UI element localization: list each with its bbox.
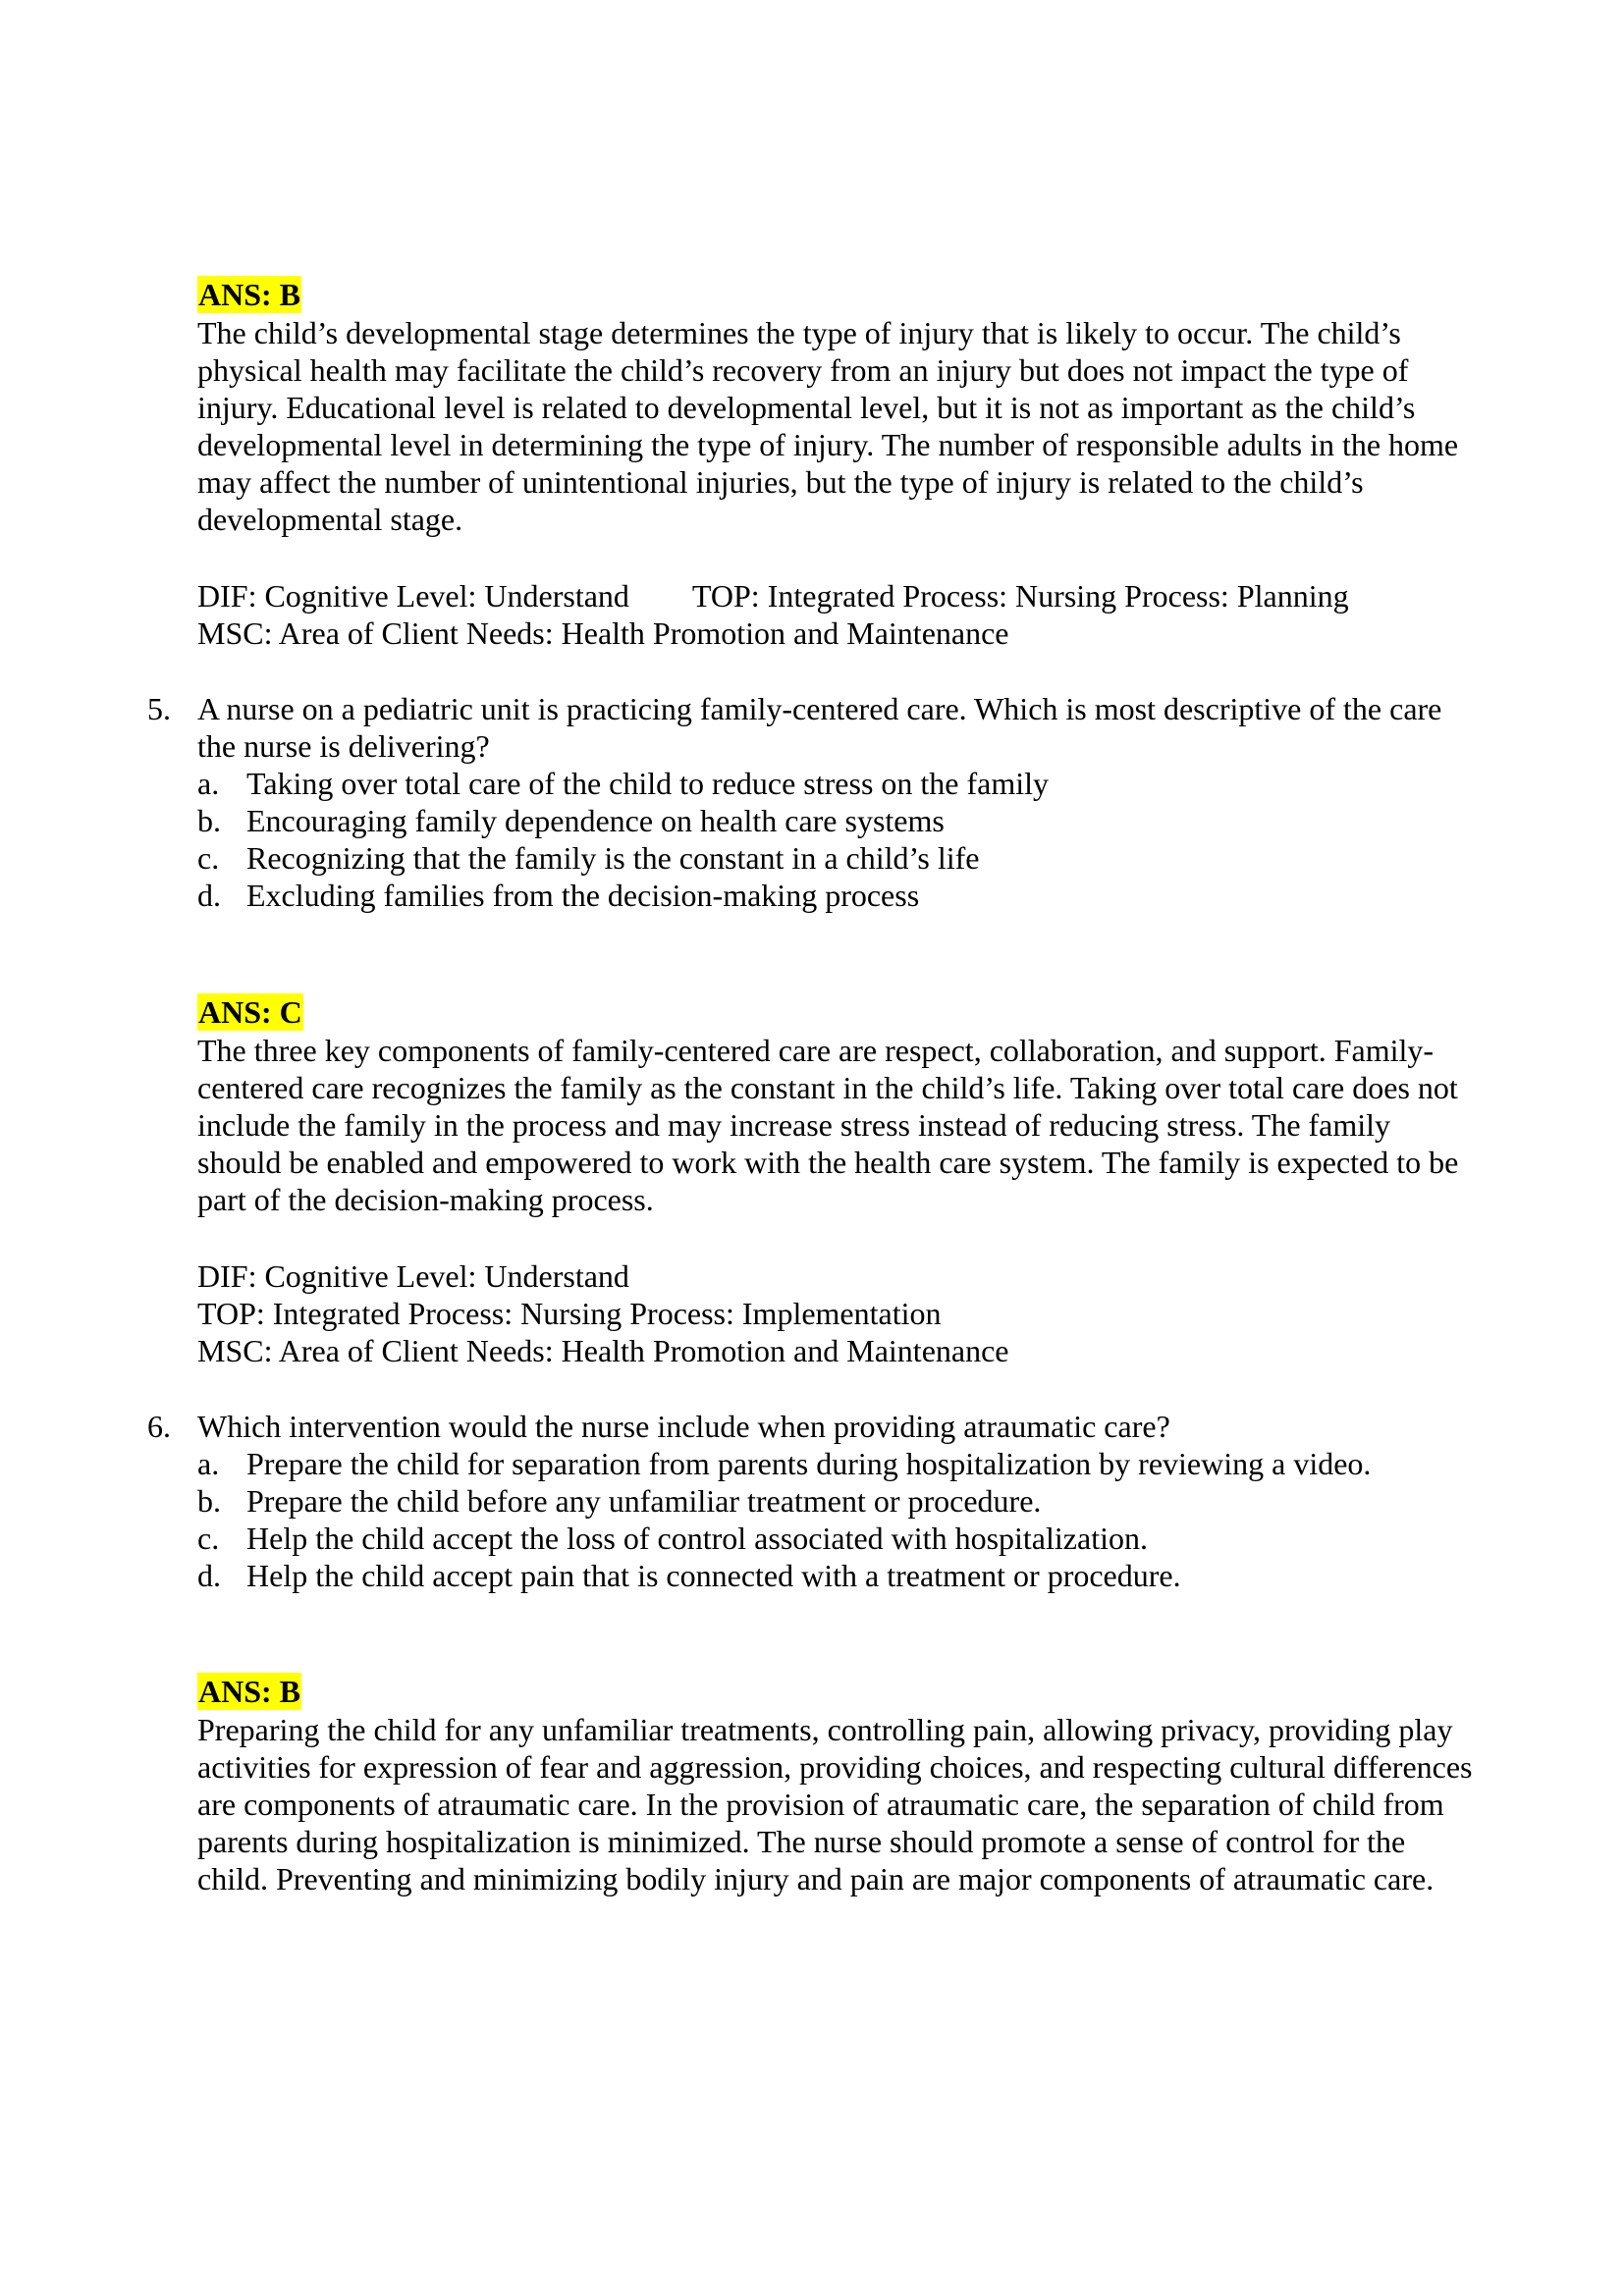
option-text: Taking over total care of the child to reduce stress on the family [246, 766, 1050, 801]
msc-text: MSC: Area of Client Needs: Health Promotion and Maintenance [197, 615, 1009, 651]
option-text: Excluding families from the decision-making process [246, 878, 920, 913]
option-text: Encouraging family dependence on health care systems [246, 803, 945, 838]
option-letter: b. [197, 803, 221, 838]
option-a [197, 765, 1473, 802]
answer-label: ANS: B [198, 1674, 301, 1709]
top-text: TOP: Integrated Process: Nursing Process: Planning [691, 578, 1349, 614]
option-letter: a. [197, 766, 220, 801]
option-d [197, 877, 1473, 914]
option-a [197, 1445, 1425, 1482]
option-letter: a. [197, 1446, 220, 1481]
option-letter: c. [197, 840, 220, 876]
dif-text: DIF: Cognitive Level: Understand [197, 1258, 629, 1294]
option-text: Prepare the child for separation from parents during hospitalization by reviewing a video. [246, 1446, 1372, 1481]
question-6 [147, 1408, 1473, 1594]
answer-label: ANS: B [198, 277, 301, 312]
option-text: Prepare the child before any unfamiliar treatment or procedure. [246, 1483, 1042, 1519]
option-text: Help the child accept pain that is connected with a treatment or procedure. [246, 1558, 1181, 1593]
question-number: 5. [147, 691, 171, 726]
option-letter: d. [197, 878, 221, 913]
rationale-text: The three key components of family-centered care are respect, collaboration, and support. Family-centered care recognizes the family as the constant in the child’s life. Taking over total care does not include the family in the process and may increase stress instead of reducing stress. The family should be enabled and empowered to work with the health care system. The family is expected to be part of the decision-making process. [197, 1033, 1459, 1217]
option-d [197, 1557, 1473, 1594]
metadata-line [197, 577, 1474, 614]
option-letter: b. [197, 1483, 221, 1519]
option-c [197, 839, 1473, 877]
option-b [197, 1482, 1473, 1520]
top-text: TOP: Integrated Process: Nursing Process: Implementation [197, 1296, 942, 1331]
answer-label: ANS: C [198, 994, 302, 1030]
dif-text: DIF: Cognitive Level: Understand [197, 578, 629, 614]
question-5 [147, 690, 1473, 914]
question-text: A nurse on a pediatric unit is practicing family-centered care. Which is most descriptive of the care the nurse is delivering? [197, 691, 1442, 764]
option-text: Recognizing that the family is the constant in a child’s life [246, 840, 980, 876]
option-text: Help the child accept the loss of control associated with hospitalization. [246, 1521, 1148, 1556]
metadata-block [197, 577, 1474, 652]
msc-text: MSC: Area of Client Needs: Health Promotion and Maintenance [197, 1333, 1009, 1368]
rationale-text: The child’s developmental stage determines the type of injury that is likely to occur. The child’s physical health may facilitate the child’s recovery from an injury but does not impact the type of injury. Educational level is related to developmental level, but it is not as important as the child’s developmental level in determining the type of injury. The number of responsible adults in the home may affect the number of unintentional injuries, but the type of injury is related to the child’s developmental stage. [197, 315, 1459, 537]
metadata-block [197, 1257, 1474, 1369]
option-letter: d. [197, 1558, 221, 1593]
question-text: Which intervention would the nurse include when providing atraumatic care? [197, 1409, 1170, 1444]
option-letter: c. [197, 1521, 220, 1556]
option-c [197, 1520, 1473, 1557]
question-number: 6. [147, 1409, 171, 1444]
rationale-text: Preparing the child for any unfamiliar treatments, controlling pain, allowing privacy, providing play activities for expression of fear and aggression, providing choices, and respecting cultural differences are components of atraumatic care. In the provision of atraumatic care, the separation of child from parents during hospitalization is minimized. The nurse should promote a sense of control for the child. Preventing and minimizing bodily injury and pain are major components of atraumatic care. [197, 1712, 1473, 1896]
option-b [197, 802, 1473, 839]
